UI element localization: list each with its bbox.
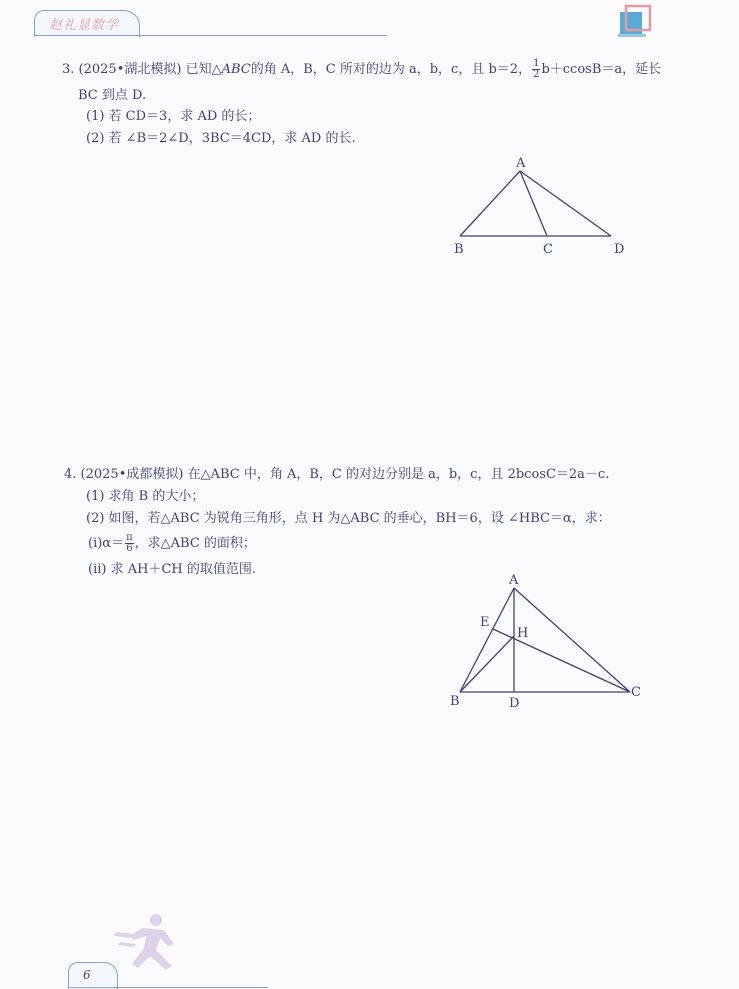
q4-part-ii: (ii) 求 AH＋CH 的取值范围.	[88, 562, 256, 577]
q4-triangle-figure	[445, 570, 655, 715]
q4-label-c: C	[631, 685, 641, 700]
q4-label-d: D	[509, 696, 520, 711]
q4-stem: 4. (2025•成都模拟) 在△ABC 中，角 A，B，C 的对边分别是 a，b，c，且 2bcosC＝2a－c.	[64, 467, 610, 482]
footer-rule	[68, 987, 268, 988]
q4-fraction-denominator: 6	[126, 543, 133, 554]
q3-part1: (1) 若 CD＝3，求 AD 的长；	[86, 109, 261, 124]
q4-part-i-suffix: ，求△ABC 的面积；	[134, 536, 256, 551]
q3-part2: (2) 若 ∠B＝2∠D，3BC＝4CD，求 AD 的长.	[86, 131, 356, 146]
footer-tab	[68, 962, 118, 989]
q4-label-b: B	[450, 694, 460, 709]
q3-label-d: D	[614, 242, 625, 257]
q4-part-i-prefix: (i)α＝	[88, 536, 125, 551]
page-number: 6	[83, 968, 91, 982]
q3-triangle-name: ABC	[221, 62, 251, 77]
corner-decoration-icon	[616, 4, 654, 38]
q3-stem-suffix: b＋ccosB＝a，延长	[541, 62, 662, 77]
header-tab	[34, 10, 140, 37]
q4-fraction-numerator: π	[126, 532, 133, 543]
q3-segment-ab	[460, 171, 520, 236]
q4-label-e: E	[480, 615, 490, 630]
q4-part1: (1) 求角 B 的大小；	[86, 489, 205, 504]
q3-fraction-denominator: 2	[533, 69, 540, 80]
q3-label-c: C	[543, 242, 553, 257]
q3-fraction	[532, 59, 540, 80]
q4-segment-bh	[460, 636, 514, 692]
q3-fraction-numerator: 1	[533, 58, 540, 69]
q4-part-i	[88, 533, 256, 554]
q3-triangle-figure	[450, 155, 640, 265]
q3-stem-middle: 的角 A，B，C 所对的边为 a，b，c，且 b＝2，	[250, 62, 532, 77]
q4-label-h: H	[517, 626, 529, 641]
q4-fraction	[125, 533, 134, 554]
header-rule	[34, 35, 387, 36]
q4-part2: (2) 如图，若△ABC 为锐角三角形，点 H 为△ABC 的垂心，BH＝6，设 ∠HBC＝α，求：	[86, 511, 611, 526]
q3-label-a: A	[516, 156, 526, 171]
q3-stem-line2: BC 到点 D.	[78, 88, 147, 103]
q4-segment-ab	[460, 588, 514, 692]
q3-stem-prefix: 3. (2025•湖北模拟) 已知△	[62, 62, 222, 77]
brand-title: 赵礼显数学	[49, 18, 120, 33]
runner-watermark-icon	[112, 910, 190, 974]
q4-segment-ac	[514, 588, 630, 692]
q4-label-a: A	[509, 573, 519, 588]
q3-label-b: B	[454, 242, 464, 257]
q3-stem-line1	[62, 59, 661, 80]
